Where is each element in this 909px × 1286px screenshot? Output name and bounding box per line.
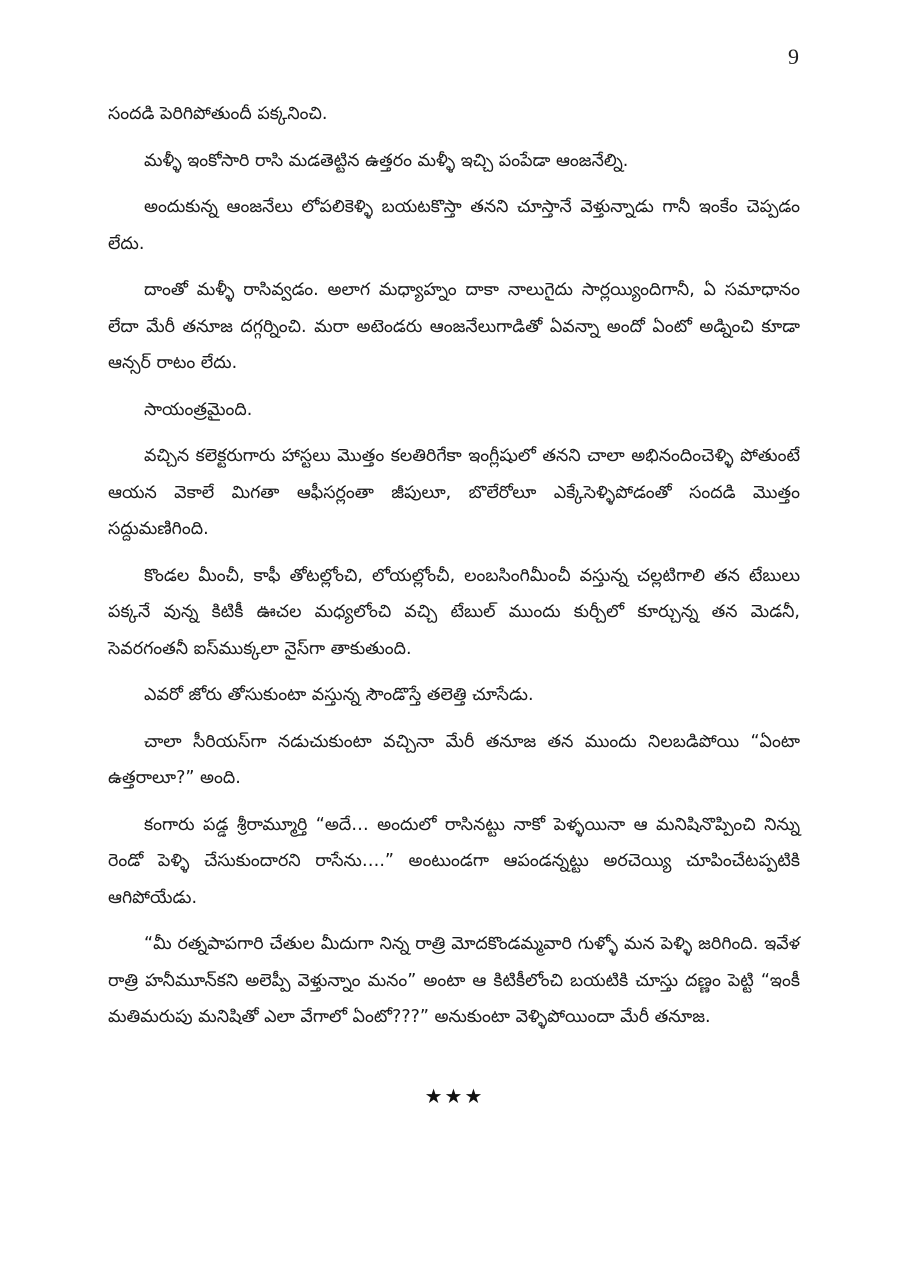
- page-number: 9: [788, 44, 799, 69]
- paragraph: సాయంత్రమైంది.: [144, 399, 253, 420]
- body-text: [108, 96, 800, 1046]
- section-break-ornament: ★★★: [424, 1084, 485, 1108]
- paragraph: ఎవరో జోరు తోసుకుంటా వస్తున్న సౌండొస్తే తలెత్తి చూసేడు.: [144, 685, 534, 705]
- paragraph: మళ్ళీ ఇంకోసారి రాసి మడతెట్టిన ఉత్తరం మళ్ళీ ఇచ్చి పంపేడా ఆంజనేల్ని.: [144, 150, 629, 171]
- paragraph: అందుకున్న ఆంజనేలు లోపలికెళ్ళి బయటకొస్తా తనని చూస్తానే వెళ్తున్నాడు గానీ ఇంకేం చెప్పడం లేదు.: [108, 197, 800, 254]
- paragraph: కొండల మీంచీ, కాఫీ తోటల్లోంచి, లోయల్లోంచీ, లంబసింగిమీంచీ వస్తున్న చల్లటిగాలి తన టేబులు పక్కనే వున్న కిటికీ ఊచల మధ్యలోంచి వచ్చి టేబుల్ ముందు కుర్చీలో కూర్చున్న తన మెడనీ, సెవరగంతనీ ఐస్‌ముక్కలా నైస్‌గా తాకుతుంది.: [108, 565, 800, 659]
- paragraph: చాలా సీరియస్‌గా నడుచుకుంటా వచ్చినా మేరీ తనూజ తన ముందు నిలబడిపోయి “ఏంటా ఉత్తరాలూ?” అంది.: [108, 731, 800, 788]
- paragraph: కంగారు పడ్డ శ్రీరామ్మూర్తి “అదే… అందులో రాసినట్టు నాకో పెళ్ళయినా ఆ మనిషినొప్పించి నిన్ను రెండో పెళ్ళి చేసుకుందారని రాసేను….” అంటుండగా ఆపండన్నట్టు అరచెయ్యి చూపించేటప్పటికి ఆగిపోయేడు.: [108, 814, 800, 908]
- paragraph: వచ్చిన కలెక్టరుగారు హాస్టలు మొత్తం కలతిరిగేకా ఇంగ్లీషులో తనని చాలా అభినందించెళ్ళి పోతుంటే ఆయన వెకాలే మిగతా ఆఫీసర్లంతా జీపులూ, బొలేరోలూ ఎక్కేసెళ్ళిపోడంతో సందడి మొత్తం సద్దుమణిగింది.: [108, 446, 800, 539]
- paragraph: సందడి పెరిగిపోతుందీ పక్కనించి.: [108, 104, 328, 124]
- paragraph: “మీ రత్నపాపగారి చేతుల మీదుగా నిన్న రాత్రి మోదకొండమ్మవారి గుళ్ళో మన పెళ్ళి జరిగింది. ఇవేళ రాత్రి హనీమూన్‌కని అలెప్పీ వెళ్తున్నాం మనం” అంటా ఆ కిటికీలోంచి బయటికి చూస్తు దణ్ణం పెట్టి “ఇంకీ మతిమరుపు మనిషితో ఎలా వేగాలో ఏంటో???” అనుకుంటా వెళ్ళిపోయిందా మేరీ తనూజ.: [108, 934, 800, 1027]
- paragraph: దాంతో మళ్ళీ రాసివ్వడం. అలాగ మధ్యాహ్నం దాకా నాలుగైదు సార్లయ్యిందిగానీ, ఏ సమాధానం లేదా మేరీ తనూజ దగ్గర్నించి. మరా అటెండరు ఆంజనేలుగాడితో ఏవన్నా అందో ఏంటో అడ్నించి కూడా ఆన్సర్ రాటం లేదు.: [108, 280, 800, 373]
